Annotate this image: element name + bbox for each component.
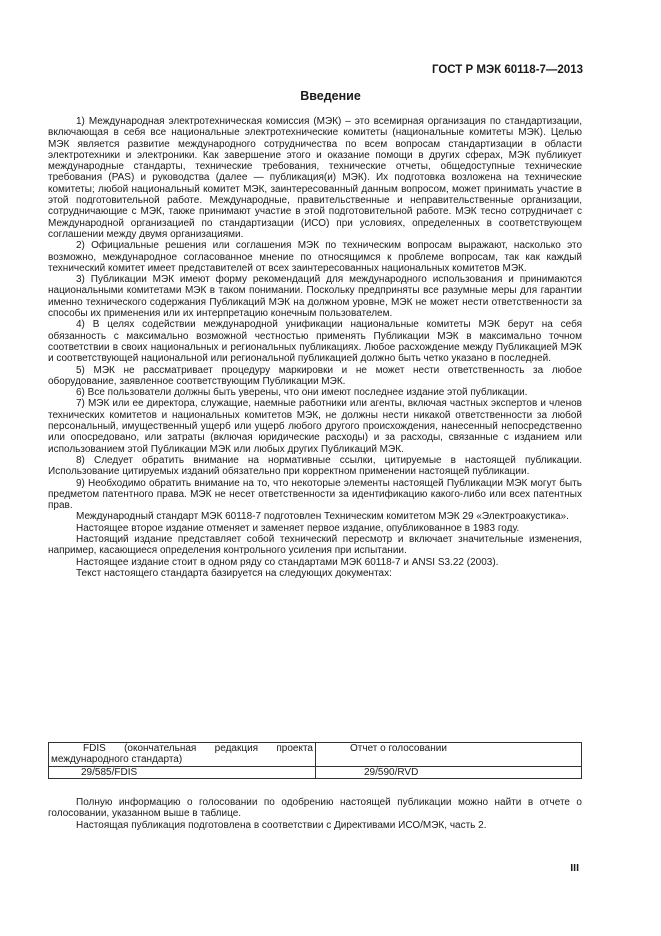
paragraph-4: 4) В целях содействии международной унификации национальные комитеты МЭК берут на себя обязанность с максимально возможной честностью применять Публикации МЭК в максимально точном соответствии в своих национальных и региональных публикациях. Любое расхождение между Публикацией МЭК и соответствующей национальной или региональной публикацией должно быть четко указано в последней. xyxy=(48,319,582,365)
paragraph-8: 8) Следует обратить внимание на нормативные ссылки, цитируемые в настоящей публикации. Использование цитируемых изданий обязательно при корректном применении настоящей публикации. xyxy=(48,454,582,478)
paragraph-5: 5) МЭК не рассматривает процедуру маркировки и не может нести ответственность за любое оборудование, заявленное соответствующим Публикации МЭК. xyxy=(48,364,582,387)
table-cell-rvd: 29/590/RVD xyxy=(316,766,582,778)
paragraph-9: 9) Необходимо обратить внимание на то, что некоторые элементы настоящей Публикации МЭК могут быть предметом патентного права. МЭК не несет ответственности за идентификацию какого-либо или всех патентных прав. xyxy=(48,477,582,512)
table-header-fdis: FDIS (окончательная редакция проекта международного стандарта) xyxy=(49,743,316,767)
paragraph-committee: Международный стандарт МЭК 60118-7 подготовлен Техническим комитетом МЭК 29 «Электроакустика». xyxy=(76,511,569,523)
table-row xyxy=(49,766,582,778)
introduction-body xyxy=(48,116,582,579)
table-header-row xyxy=(49,743,582,767)
paragraph-revision: Настоящий издание представляет собой технический пересмотр и включает значительные изменения, например, касающиеся определения контрольного усиления при испытании. xyxy=(48,533,582,557)
section-title: Введение xyxy=(300,89,361,103)
paragraph-basis: Текст настоящего стандарта базируется на следующих документах: xyxy=(76,567,392,579)
paragraph-related: Настоящее издание стоит в одном ряду со стандартами МЭК 60118-7 и ANSI S3.22 (2003). xyxy=(76,556,499,568)
paragraph-6: 6) Все пользователи должны быть уверены, что они имеют последнее издание этой публикации. xyxy=(76,387,528,399)
table-cell-fdis: 29/585/FDIS xyxy=(49,766,316,778)
voting-table xyxy=(48,742,582,779)
paragraph-2: 2) Официальные решения или соглашения МЭК по техническим вопросам выражают, насколько это возможно, международное согласованное мнение по относящимся к проблеме вопросам, так как каждый технический комитет имеет представителей от всех заинтересованных национальных комитетов МЭК. xyxy=(48,240,582,274)
page-number: III xyxy=(570,862,579,874)
paragraph-1: 1) Международная электротехническая комиссия (МЭК) – это всемирная организация по стандартизации, включающая в себя все национальные электротехнические комитеты (национальные комитеты МЭК). Целью МЭК является развитие международного сотрудничества по всем вопросам стандартизации в области электротехники и электроники. Как завершение этого и оказание помощи в других сферах, МЭК публикует международные стандарты, технические требования, технические отчеты, общедоступные технические требования (PAS) и руководства (далее — публикация(и) МЭК). Их подготовка возложена на технические комитеты; любой национальный комитет МЭК, заинтересованный данным вопросом, может принимать участие в этой подготовительной работе. Международные, правительственные и неправительственные организации, сотрудничающие с МЭК, также принимают участие в этой подготовительной работе. МЭК тесно сотрудничает с Международной организацией по стандартизации (ИСО) при условиях, определенных в соответствующем соглашении между двумя организациями. xyxy=(48,116,582,240)
paragraph-edition: Настоящее второе издание отменяет и заменяет первое издание, опубликованное в 1983 году. xyxy=(76,522,520,534)
paragraph-voting-info: Полную информацию о голосовании по одобрению настоящей публикации можно найти в отчете о голосовании, указанном выше в таблице. xyxy=(48,797,582,820)
table-header-report: Отчет о голосовании xyxy=(316,743,582,767)
paragraph-3: 3) Публикации МЭК имеют форму рекомендаций для международного использования и принимаются национальными комитетами МЭК в таком понимании. Поскольку предприняты все разумные меры для гарантии именно технического содержания Публикаций МЭК на должном уровне, МЭК не может нести ответственности за способы их применения или их интерпретацию конечным пользователем. xyxy=(48,274,582,320)
paragraph-directives: Настоящая публикация подготовлена в соответствии с Директивами ИСО/МЭК, часть 2. xyxy=(76,819,487,831)
closing-body xyxy=(48,797,582,831)
document-code: ГОСТ Р МЭК 60118-7—2013 xyxy=(431,64,583,76)
paragraph-7: 7) МЭК или ее директора, служащие, наемные работники или агенты, включая частных экспертов и членов технических комитетов и национальных комитетов МЭК, не должны нести никакой ответственности за любой персональный, имущественный ущерб или ущерб любого другого происхождения, нанесенный непосредственно или опосредовано, или затраты (включая юридические расходы) и за расходы, связанные с изданием или использованием этой Публикации МЭК или любых других Публикаций МЭК. xyxy=(48,398,582,455)
